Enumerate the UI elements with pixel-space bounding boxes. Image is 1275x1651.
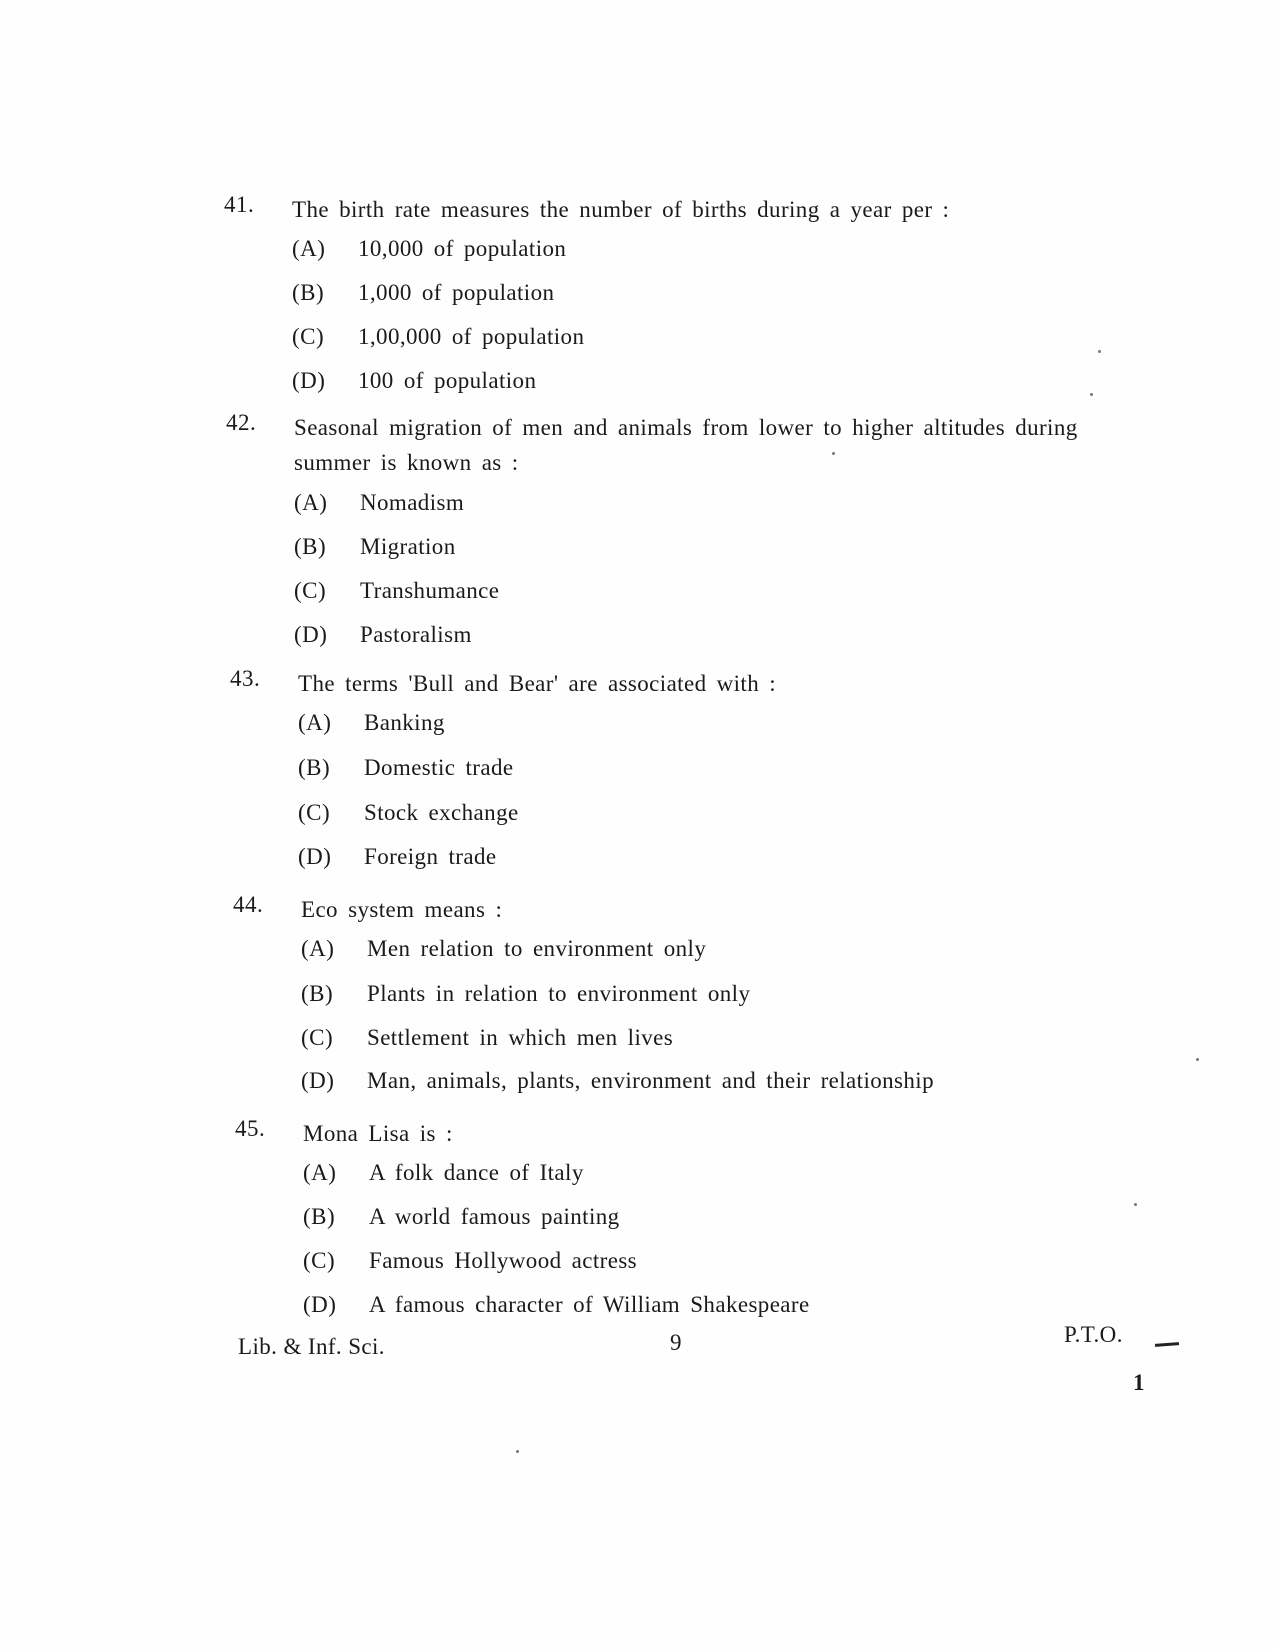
option-label: (C) (303, 1248, 336, 1273)
option-text: Stock exchange (364, 800, 519, 825)
option-label: (C) (292, 324, 325, 349)
option-label: (B) (303, 1204, 336, 1229)
option-text: Men relation to environment only (367, 936, 707, 961)
option-text: Banking (364, 710, 445, 735)
option-text: Famous Hollywood actress (369, 1248, 638, 1273)
option-text: Settlement in which men lives (367, 1025, 674, 1050)
question-number: 41. (224, 192, 255, 217)
option-label: (A) (292, 236, 326, 261)
footer-page-number: 9 (670, 1330, 682, 1355)
option-label: (B) (292, 280, 325, 305)
option-text: Nomadism (360, 490, 465, 515)
option-text: Domestic trade (364, 755, 514, 780)
option-text: Man, animals, plants, environment and their relationship (367, 1068, 934, 1093)
scan-speck (832, 452, 835, 455)
option-text: A folk dance of Italy (369, 1160, 584, 1185)
option-label: (B) (301, 981, 334, 1006)
scan-speck (516, 1450, 519, 1453)
option-label: (D) (292, 368, 326, 393)
option-label: (A) (298, 710, 332, 735)
option-text: A famous character of William Shakespeare (369, 1292, 810, 1317)
scan-speck (1098, 350, 1101, 353)
scan-speck (1134, 1203, 1137, 1206)
question-text: Seasonal migration of men and animals from lower to higher altitudes during summer is known as : (294, 415, 1078, 475)
question-number: 43. (230, 666, 261, 691)
option-label: (D) (301, 1068, 335, 1093)
option-text: 1,000 of population (358, 280, 555, 305)
option-label: (A) (303, 1160, 337, 1185)
option-text: Foreign trade (364, 844, 497, 869)
option-label: (D) (294, 622, 328, 647)
scan-speck (1196, 1058, 1199, 1061)
question-number: 42. (226, 410, 257, 435)
option-label: (D) (303, 1292, 337, 1317)
question-number: 45. (235, 1116, 266, 1141)
option-text: 1,00,000 of population (358, 324, 585, 349)
option-label: (A) (301, 936, 335, 961)
option-text: Pastoralism (360, 622, 472, 647)
question-text: Mona Lisa is : (303, 1121, 453, 1146)
option-text: A world famous painting (369, 1204, 620, 1229)
question-text: The birth rate measures the number of births during a year per : (292, 197, 950, 222)
option-label: (D) (298, 844, 332, 869)
question-text: Eco system means : (301, 897, 503, 922)
option-text: Transhumance (360, 578, 500, 603)
corner-mark: 1 (1133, 1370, 1145, 1395)
option-label: (B) (294, 534, 327, 559)
question-text: The terms 'Bull and Bear' are associated with : (298, 671, 777, 696)
pto-dash (1155, 1342, 1179, 1347)
question-number: 44. (233, 892, 264, 917)
scan-speck (1090, 393, 1093, 396)
footer-pto: P.T.O. (1064, 1322, 1123, 1347)
option-label: (C) (298, 800, 331, 825)
option-text: 10,000 of population (358, 236, 567, 261)
option-label: (C) (294, 578, 327, 603)
option-text: Plants in relation to environment only (367, 981, 751, 1006)
option-text: Migration (360, 534, 456, 559)
option-label: (B) (298, 755, 331, 780)
option-label: (A) (294, 490, 328, 515)
footer-subject: Lib. & Inf. Sci. (238, 1334, 385, 1359)
option-label: (C) (301, 1025, 334, 1050)
option-text: 100 of population (358, 368, 537, 393)
